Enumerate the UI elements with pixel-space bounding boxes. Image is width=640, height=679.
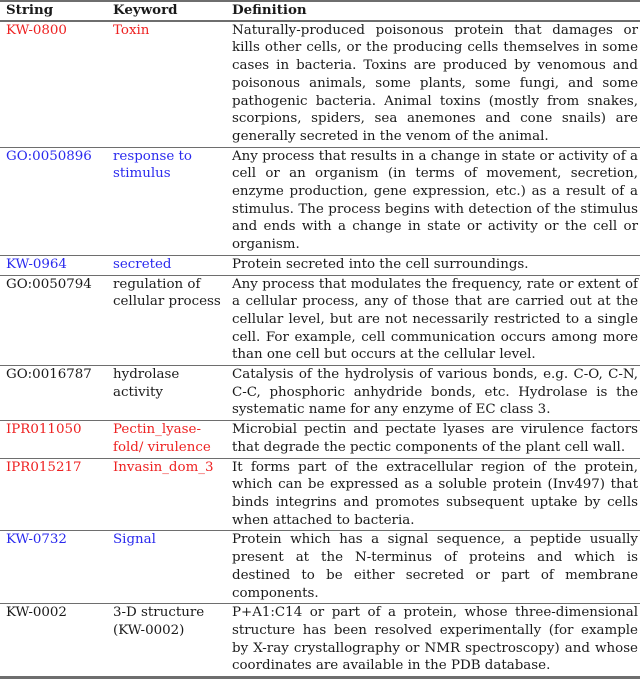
cell-string: GO:0050896 — [6, 148, 92, 164]
cell-string: GO:0050794 — [6, 276, 92, 292]
cell-definition: Naturally-produced poisonous protein that damages or kills other cells, or the producing cells themselves in some cases in bacteria. Toxins are produced by venomous and poisonous animals, some plants, some fungi, and some pathogenic bacteria. Animal toxins (mostly from snakes, scorpions, spiders, sea anemones and cone snails) are generally secreted in the venom of the animal. — [232, 22, 638, 144]
table-row — [0, 604, 640, 678]
cell-keyword: response to stimulus — [113, 148, 192, 182]
cell-string: KW-0732 — [6, 532, 67, 548]
cell-string: GO:0016787 — [6, 367, 92, 383]
cell-keyword: Signal — [113, 532, 156, 548]
cell-definition: Catalysis of the hydrolysis of various bonds, e.g. C-O, C-N, C-C, phosphoric anhydride bonds, etc. Hydrolase is the systematic name for any enzyme of EC class 3. — [232, 367, 638, 418]
cell-keyword: secreted — [113, 256, 172, 272]
table-row — [0, 421, 640, 458]
cell-definition: Any process that results in a change in state or activity of a cell or an organism (in terms of movement, secretion, enzyme production, gene expression, etc.) as a result of a stimulus. The process begins with detection of the stimulus and ends with a change in state or activity or the cell or organism. — [232, 148, 638, 253]
cell-string: KW-0800 — [6, 22, 67, 38]
header-row — [0, 1, 640, 21]
table-row — [0, 366, 640, 421]
cell-definition: Microbial pectin and pectate lyases are virulence factors that degrade the pectic components of the plant cell wall. — [232, 422, 638, 455]
table-row — [0, 458, 640, 531]
cell-definition: Protein which has a signal sequence, a peptide usually present at the N-terminus of proteins and which is destined to be either secreted or part of membrane components. — [232, 532, 638, 601]
table-row — [0, 21, 640, 147]
cell-string: IPR011050 — [6, 422, 82, 438]
table-row — [0, 275, 640, 366]
cell-keyword: Toxin — [113, 22, 150, 38]
cell-keyword: regulation of cellular process — [113, 276, 221, 310]
cell-string: KW-0002 — [6, 605, 67, 621]
header-string: String — [6, 2, 54, 18]
cell-keyword: hydrolase activity — [113, 367, 180, 400]
table-row — [0, 531, 640, 604]
cell-keyword: Pectin_lyase-fold/ virulence — [113, 422, 211, 455]
table-row — [0, 147, 640, 255]
cell-definition: Any process that modulates the frequency, rate or extent of a cellular process, any of those that are carried out at the cellular level, but are not necessarily restricted to a single cell. For example, cell communication occurs among more than one cell but occurs at the cellular level. — [232, 276, 638, 363]
cell-string: IPR015217 — [6, 459, 82, 475]
cell-definition: P+A1:C14 or part of a protein, whose three-dimensional structure has been resolved experimentally (for example by X-ray crystallography or NMR spectroscopy) and whose coordinates are available in the PDB database. — [232, 605, 638, 674]
cell-definition: It forms part of the extracellular region of the protein, which can be expressed as a soluble protein (Inv497) that binds integrins and promotes subsequent uptake by cells when attached to bacteria. — [232, 459, 638, 528]
table-row — [0, 255, 640, 275]
header-definition: Definition — [232, 2, 307, 18]
cell-keyword: 3-D structure (KW-0002) — [113, 605, 205, 638]
cell-string: KW-0964 — [6, 256, 67, 272]
cell-keyword: Invasin_dom_3 — [113, 459, 214, 475]
header-keyword: Keyword — [113, 2, 178, 18]
cell-definition: Protein secreted into the cell surroundings. — [232, 256, 529, 272]
